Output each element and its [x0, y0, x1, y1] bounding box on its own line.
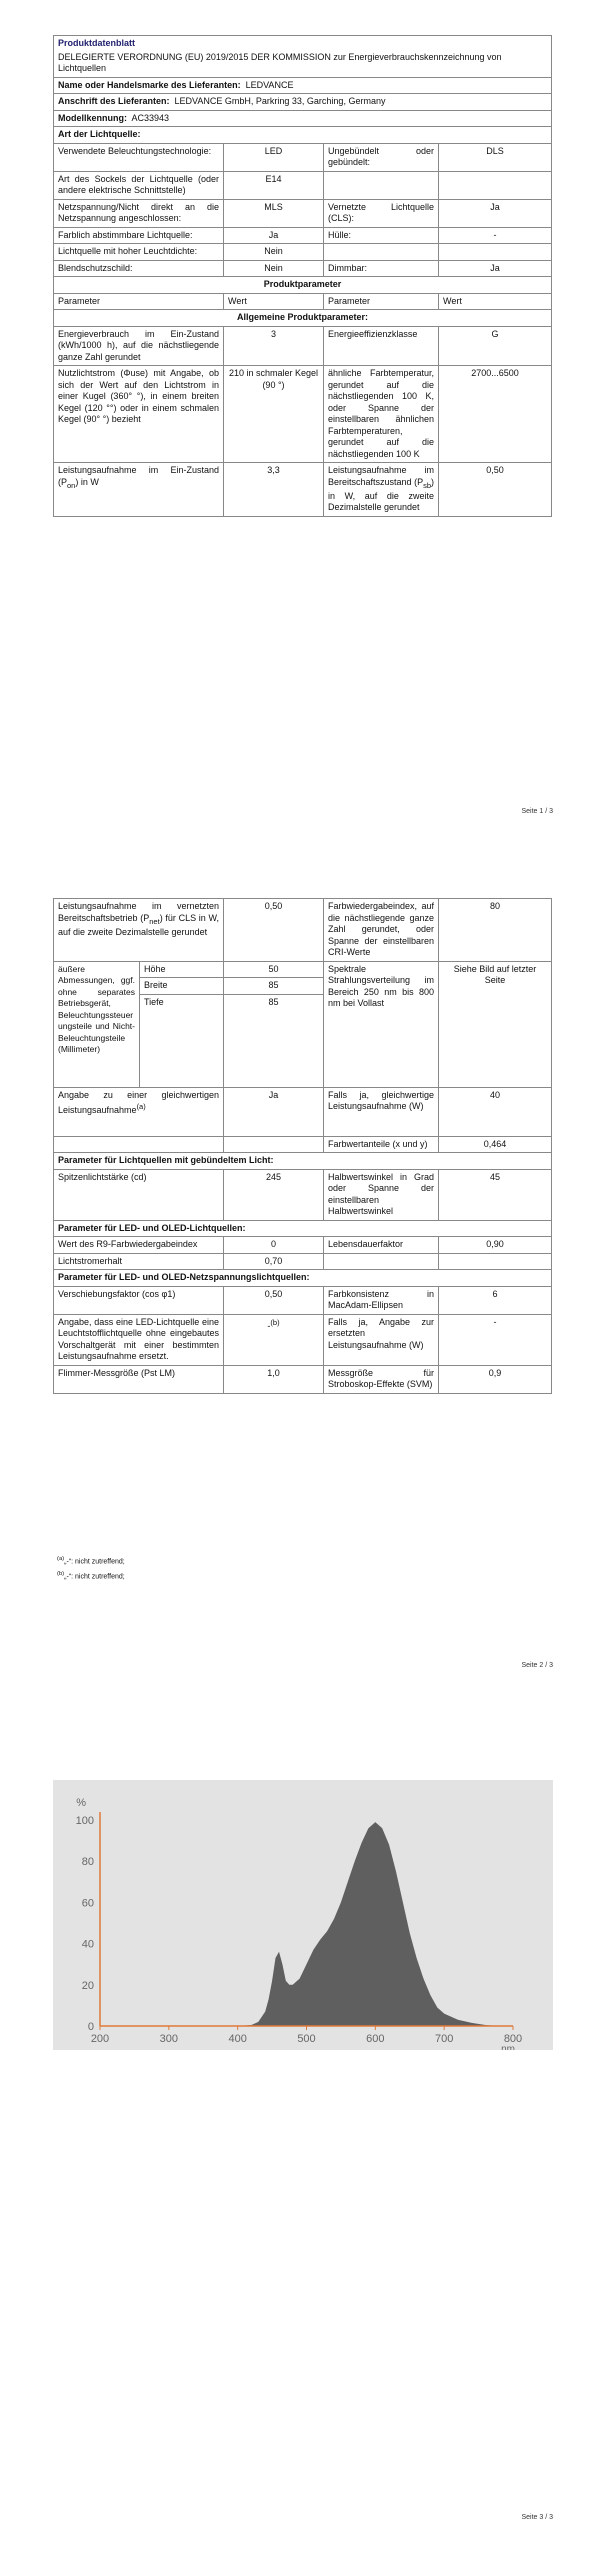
page-footer: Seite 2 / 3 [521, 1662, 553, 1669]
type-value: E14 [224, 171, 324, 199]
y-tick-label: 60 [81, 1897, 94, 1910]
allgemeine-header-row [54, 310, 552, 327]
spectrum-chart-container [53, 1780, 553, 2050]
dim-depth-label: Tiefe [140, 994, 224, 1087]
lumen-row [54, 1253, 552, 1270]
equiv-row [54, 1087, 552, 1136]
type-value: LED [224, 143, 324, 171]
type-header-row [54, 127, 552, 144]
y-tick-label: 100 [75, 1815, 94, 1827]
lumen-value: 0,70 [224, 1253, 324, 1270]
type-label-2: Hülle: [324, 227, 439, 244]
power-on-sub: on [67, 480, 76, 490]
dims-row [54, 961, 552, 978]
replace-label: Angabe, dass eine LED-Lichtquelle eine Leuchtstofflichtquelle ohne eingebautes Vorschaltgerät mit einer bestimmten Leistungsaufnahme ersetzt. [54, 1314, 224, 1365]
type-label: Lichtquelle mit hoher Leuchtdichte: [54, 244, 224, 261]
type-label-2: Vernetzte Lichtquelle (CLS): [324, 199, 439, 227]
model-value: AC33943 [131, 112, 170, 123]
empty-cell [224, 1136, 324, 1153]
dim-depth-value: 85 [224, 994, 324, 1087]
y-axis-label: % [76, 1797, 86, 1809]
equiv-value: Ja [224, 1087, 324, 1136]
dim-width-label: Breite [140, 978, 224, 995]
net-standby-row [54, 899, 552, 962]
footnotes [57, 1553, 125, 1584]
directional-header: Parameter für Lichtquellen mit gebündeltem Licht: [54, 1153, 552, 1170]
type-value-2: Ja [439, 260, 552, 277]
type-value-2: - [439, 227, 552, 244]
peak-label: Spitzenlichtstärke (cd) [54, 1169, 224, 1220]
type-value-2 [439, 171, 552, 199]
col-wert-2: Wert [439, 293, 552, 310]
power-row [54, 463, 552, 517]
type-header: Art der Lichtquelle: [58, 129, 141, 139]
dim-width-value: 85 [224, 978, 324, 995]
survival-label: Lebensdauerfaktor [324, 1237, 439, 1254]
power-on-value: 3,3 [224, 463, 324, 517]
x-tick-label: 400 [228, 2033, 247, 2045]
spectral-value: Siehe Bild auf letzter Seite [439, 961, 552, 1087]
regulation-text: DELEGIERTE VERORDNUNG (EU) 2019/2015 DER KOMMISSION zur Energieverbrauchskennzeichnung von Lichtquellen [58, 51, 502, 73]
type-label-2 [324, 171, 439, 199]
x-tick-label: 800 [503, 2033, 523, 2045]
beam-value: 45 [439, 1169, 552, 1220]
address-value: LEDVANCE GmbH, Parkring 33, Garching, Germany [174, 96, 386, 106]
x-tick-label: 200 [90, 2033, 110, 2045]
equiv-label-text: Angabe zu einer gleichwertigen Leistungsaufnahme [58, 1089, 219, 1115]
allgemeine-header: Allgemeine Produktparameter: [54, 310, 552, 327]
param-value: 210 in schmaler Kegel (90 °) [224, 366, 324, 463]
replace-power-label: Falls ja, Angabe zur ersetzten Leistungsaufnahme (W) [324, 1314, 439, 1365]
footnote-a-text: „-“: nicht zutreffend; [64, 1558, 125, 1566]
footnote-b-text: „-“: nicht zutreffend; [64, 1573, 125, 1581]
model-row [54, 110, 552, 127]
led-header: Parameter für LED- und OLED-Lichtquellen: [54, 1220, 552, 1237]
supplier-name-row [54, 77, 552, 94]
r9-value: 0 [224, 1237, 324, 1254]
power-on-label-text: Leistungsaufnahme im Ein-Zustand (P [58, 465, 219, 487]
net-standby-label [54, 899, 224, 962]
type-label: Netzspannung/Nicht direkt an die Netzspannung angeschlossen: [54, 199, 224, 227]
type-label: Blendschutzschild: [54, 260, 224, 277]
chroma-value: 0,464 [439, 1136, 552, 1153]
net-standby-label-unit: ) für CLS in W, auf die zweite Dezimalstelle gerundet [58, 912, 220, 937]
footnote-a-mark: (a) [57, 1556, 65, 1562]
flicker-value: 1,0 [224, 1365, 324, 1393]
produktparameter-header-row [54, 277, 552, 294]
title-row [54, 36, 552, 50]
x-tick-label: 600 [366, 2033, 385, 2045]
datasheet-table-2 [53, 898, 552, 1394]
dims-label: äußere Abmessungen, ggf. ohne separates Betriebsgerät, Beleuchtungssteuerungsteile und Nicht-Beleuchtungsteile (Millimeter) [54, 961, 140, 1087]
svm-label: Messgröße für Stroboskop-Effekte (SVM) [324, 1365, 439, 1393]
mains-header: Parameter für LED- und OLED-Netzspannungslichtquellen: [54, 1270, 552, 1287]
type-row [54, 199, 552, 227]
spectrum-chart [53, 1780, 553, 2050]
replace-power-value: - [439, 1314, 552, 1365]
page-footer: Seite 3 / 3 [521, 2514, 553, 2521]
replace-value [224, 1314, 324, 1365]
type-row [54, 244, 552, 261]
column-header-row [54, 293, 552, 310]
model-label: Modellkennung: [58, 112, 127, 123]
standby-label-text: Leistungsaufnahme im Bereitschaftszustand (P [328, 465, 434, 487]
equiv-power-value: 40 [439, 1087, 552, 1136]
r9-row [54, 1237, 552, 1254]
replace-sup: (b) [270, 1317, 280, 1327]
param-label: Nutzlichtstrom (Φuse) mit Angabe, ob sich der Wert auf den Lichtstrom in einer Kugel (360° °), in einem breiten Kegel (120 °°) oder in einem schmalen Kegel (90° °) bezieht [54, 366, 224, 463]
net-standby-label-text: Leistungsaufnahme im vernetzten Bereitschaftsbetrieb (P [58, 901, 219, 923]
type-row [54, 227, 552, 244]
spectrum-area [224, 1822, 499, 2026]
macadam-value: 6 [439, 1286, 552, 1314]
led-header-row [54, 1220, 552, 1237]
type-value: MLS [224, 199, 324, 227]
flicker-row [54, 1365, 552, 1393]
page-1 [0, 0, 603, 860]
type-label-2 [324, 244, 439, 261]
param-row [54, 366, 552, 463]
flicker-label: Flimmer-Messgröße (Pst LM) [54, 1365, 224, 1393]
supplier-name-label: Name oder Handelsmarke des Lieferanten: [58, 79, 241, 90]
macadam-label: Farbkonsistenz in MacAdam-Ellipsen [324, 1286, 439, 1314]
type-label-2: Dimmbar: [324, 260, 439, 277]
col-parameter-2: Parameter [324, 293, 439, 310]
cosphi-value: 0,50 [224, 1286, 324, 1314]
equiv-sup: (a) [136, 1102, 146, 1111]
cosphi-label: Verschiebungsfaktor (cos φ1) [54, 1286, 224, 1314]
footnote-a [57, 1553, 125, 1568]
y-tick-label: 80 [81, 1856, 94, 1869]
svm-value: 0,9 [439, 1365, 552, 1393]
param-row [54, 326, 552, 366]
col-wert: Wert [224, 293, 324, 310]
y-tick-label: 20 [81, 1979, 94, 1992]
param-label-2: Energieeffizienzklasse [324, 326, 439, 366]
r9-label: Wert des R9-Farbwiedergabeindex [54, 1237, 224, 1254]
x-tick-label: 500 [297, 2033, 316, 2045]
cri-value: 80 [439, 899, 552, 962]
produktparameter-header: Produktparameter [54, 277, 552, 294]
peak-row [54, 1169, 552, 1220]
param-label: Energieverbrauch im Ein-Zustand (kWh/1000 h), auf die nächstliegende ganze Zahl gerundet [54, 326, 224, 366]
spectral-label: Spektrale Strahlungsverteilung im Bereich 250 nm bis 800 nm bei Vollast [324, 961, 439, 1087]
address-row [54, 94, 552, 111]
param-value-2: 2700...6500 [439, 366, 552, 463]
address-label: Anschrift des Lieferanten: [58, 96, 170, 106]
type-label: Art des Sockels der Lichtquelle (oder andere elektrische Schnittstelle) [54, 171, 224, 199]
param-value-2: G [439, 326, 552, 366]
y-tick-label: 40 [81, 1938, 94, 1951]
footnote-b [57, 1568, 125, 1583]
empty-cell [54, 1136, 224, 1153]
standby-label [324, 463, 439, 517]
peak-value: 245 [224, 1169, 324, 1220]
net-standby-sub: net [149, 916, 160, 926]
power-on-label-unit: ) in W [75, 476, 99, 487]
type-label: Verwendete Beleuchtungstechnologie: [54, 143, 224, 171]
regulation-row [54, 50, 552, 78]
type-row [54, 171, 552, 199]
x-tick-label: 300 [159, 2033, 179, 2045]
equiv-label [54, 1087, 224, 1136]
survival-value: 0,90 [439, 1237, 552, 1254]
type-value: Ja [224, 227, 324, 244]
type-row [54, 260, 552, 277]
mains-header-row [54, 1270, 552, 1287]
chroma-label: Farbwertanteile (x und y) [324, 1136, 439, 1153]
empty-cell [324, 1253, 439, 1270]
replace-value-text: - [267, 1320, 271, 1331]
equiv-power-label: Falls ja, gleichwertige Leistungsaufnahme (W) [324, 1087, 439, 1136]
dim-height-label: Höhe [140, 961, 224, 978]
page-3 [0, 1710, 603, 2560]
param-value: 3 [224, 326, 324, 366]
directional-header-row [54, 1153, 552, 1170]
x-axis-label: nm [501, 2044, 515, 2050]
type-value: Nein [224, 244, 324, 261]
footnote-b-mark: (b) [57, 1571, 65, 1578]
standby-label-unit: ) in W, auf die zweite Dezimalstelle gerundet [328, 476, 434, 513]
type-label: Farblich abstimmbare Lichtquelle: [54, 227, 224, 244]
page-2 [0, 860, 603, 1710]
type-row [54, 143, 552, 171]
standby-value: 0,50 [439, 463, 552, 517]
power-on-label [54, 463, 224, 517]
cosphi-row [54, 1286, 552, 1314]
page-footer: Seite 1 / 3 [521, 808, 553, 815]
param-label-2: ähnliche Farbtemperatur, gerundet auf die nächstliegenden 100 K, oder Spanne der einstellbaren ähnlichen Farbtemperaturen, gerundet auf die nächstliegenden 100 K [324, 366, 439, 463]
lumen-label: Lichtstromerhalt [54, 1253, 224, 1270]
cri-label: Farbwiedergabeindex, auf die nächstliegende ganze Zahl gerundet, oder Spanne der einstellbaren CRI-Werte [324, 899, 439, 962]
empty-cell [439, 1253, 552, 1270]
type-label-2: Ungebündelt oder gebündelt: [324, 143, 439, 171]
dim-height-value: 50 [224, 961, 324, 978]
chroma-row [54, 1136, 552, 1153]
y-tick-label: 0 [87, 2021, 94, 2033]
col-parameter: Parameter [54, 293, 224, 310]
standby-sub: sb [423, 480, 431, 490]
replace-row [54, 1314, 552, 1365]
type-value-2: Ja [439, 199, 552, 227]
page-title: Produktdatenblatt [58, 38, 136, 48]
datasheet-table-1 [53, 35, 552, 517]
type-value: Nein [224, 260, 324, 277]
type-value-2 [439, 244, 552, 261]
supplier-name-value: LEDVANCE [245, 79, 294, 90]
type-value-2: DLS [439, 143, 552, 171]
net-standby-value: 0,50 [224, 899, 324, 962]
beam-label: Halbwertswinkel in Grad oder Spanne der einstellbaren Halbwertswinkel [324, 1169, 439, 1220]
x-tick-label: 700 [434, 2033, 454, 2045]
